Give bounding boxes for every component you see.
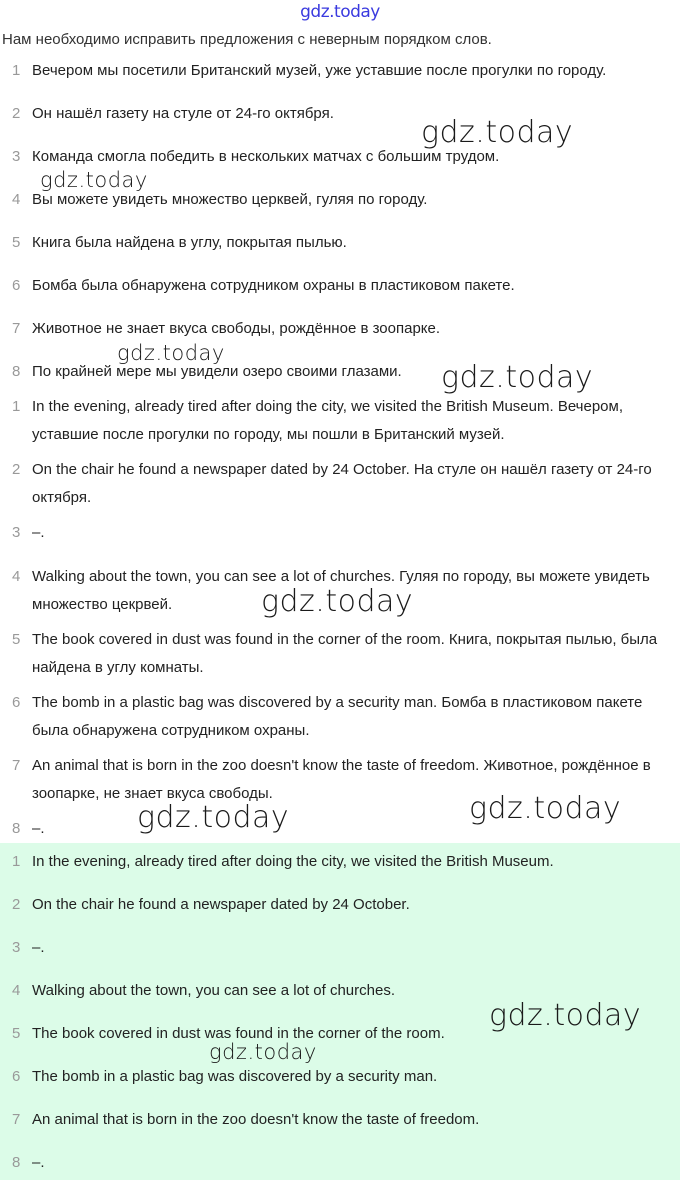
watermark: gdz.today <box>469 791 622 826</box>
item-text: –. <box>32 939 45 956</box>
item-number: 2 <box>12 896 21 913</box>
item-number: 1 <box>12 62 21 79</box>
watermark: gdz.today <box>40 168 148 192</box>
watermark: gdz.today <box>117 341 225 365</box>
item-number: 7 <box>12 757 21 774</box>
item-number: 3 <box>12 148 21 165</box>
item-number: 1 <box>12 398 21 415</box>
item-number: 8 <box>12 1154 21 1171</box>
item-number: 7 <box>12 320 21 337</box>
item-text: The bomb in a plastic bag was discovered by a security man. Бомба в пластиковом пакете была обнаружена сотрудником охраны. <box>32 694 643 739</box>
item-text: The book covered in dust was found in the corner of the room. Книга, покрытая пылью, была найдена в углу комнаты. <box>32 631 658 676</box>
translation-list <box>0 393 680 859</box>
list-item <box>0 393 680 449</box>
item-text: –. <box>32 524 45 541</box>
item-text: Walking about the town, you can see a lot of churches. Гуляя по городу, вы можете увидеть множество цекрвей. <box>32 568 650 613</box>
task-intro: Нам необходимо исправить предложения с неверным порядком слов. <box>2 31 492 48</box>
item-text: Книга была найдена в углу, покрытая пылью. <box>32 234 347 251</box>
item-text: По крайней мере мы увидели озеро своими глазами. <box>32 363 402 380</box>
item-number: 4 <box>12 191 21 208</box>
item-text: Бомба была обнаружена сотрудником охраны в пластиковом пакете. <box>32 277 515 294</box>
item-text: Вы можете увидеть множество церквей, гуляя по городу. <box>32 191 428 208</box>
list-item <box>0 934 680 977</box>
list-item <box>0 1063 680 1106</box>
watermark: gdz.today <box>421 115 574 150</box>
item-text: Вечером мы посетили Британский музей, уже уставшие после прогулки по городу. <box>32 62 607 79</box>
item-text: In the evening, already tired after doing the city, we visited the British Museum. <box>32 853 554 870</box>
list-item <box>0 891 680 934</box>
list-item <box>0 848 680 891</box>
item-number: 8 <box>12 363 21 380</box>
list-item <box>0 519 680 547</box>
item-number: 6 <box>12 277 21 294</box>
item-text: On the chair he found a newspaper dated by 24 October. На стуле он нашёл газету от 24-го октября. <box>32 461 652 506</box>
watermark-top: gdz.today <box>300 2 380 22</box>
list-item <box>0 1106 680 1149</box>
item-text: Он нашёл газету на стуле от 24-го октября. <box>32 105 334 122</box>
item-number: 3 <box>12 524 21 541</box>
watermark: gdz.today <box>137 800 290 835</box>
list-item <box>0 100 680 143</box>
list-item <box>0 229 680 272</box>
item-number: 4 <box>12 982 21 999</box>
item-text: The bomb in a plastic bag was discovered by a security man. <box>32 1068 438 1085</box>
item-text: Команда смогла победить в нескольких матчах с большим трудом. <box>32 148 500 165</box>
item-number: 2 <box>12 105 21 122</box>
watermark: gdz.today <box>209 1040 317 1064</box>
russian-sentences-list <box>0 57 680 401</box>
item-number: 8 <box>12 820 21 837</box>
item-text: –. <box>32 1154 45 1171</box>
item-number: 7 <box>12 1111 21 1128</box>
item-text: In the evening, already tired after doing the city, we visited the British Museum. Вечером, уставшие после прогулки по городу, мы пошли в Британский музей. <box>32 398 623 443</box>
item-number: 5 <box>12 1025 21 1042</box>
item-text: An animal that is born in the zoo doesn't know the taste of freedom. Животное, рождённое в зоопарке, не знает вкуса свободы. <box>32 757 651 802</box>
item-text: An animal that is born in the zoo doesn't know the taste of freedom. <box>32 1111 480 1128</box>
item-text: –. <box>32 820 45 837</box>
item-number: 2 <box>12 461 21 478</box>
item-number: 5 <box>12 234 21 251</box>
item-text: The book covered in dust was found in the corner of the room. <box>32 1025 445 1042</box>
list-item <box>0 1149 680 1192</box>
list-item <box>0 57 680 100</box>
watermark: gdz.today <box>261 584 414 619</box>
item-number: 6 <box>12 694 21 711</box>
list-item <box>0 315 680 358</box>
list-item <box>0 456 680 512</box>
item-number: 6 <box>12 1068 21 1085</box>
watermark: gdz.today <box>489 998 642 1033</box>
item-text: Walking about the town, you can see a lot of churches. <box>32 982 395 999</box>
list-item <box>0 272 680 315</box>
item-text: On the chair he found a newspaper dated by 24 October. <box>32 896 410 913</box>
watermark: gdz.today <box>441 360 594 395</box>
item-number: 5 <box>12 631 21 648</box>
item-number: 4 <box>12 568 21 585</box>
list-item <box>0 186 680 229</box>
item-number: 1 <box>12 853 21 870</box>
item-number: 3 <box>12 939 21 956</box>
list-item <box>0 689 680 745</box>
list-item <box>0 626 680 682</box>
item-text: Животное не знает вкуса свободы, рождённое в зоопарке. <box>32 320 441 337</box>
